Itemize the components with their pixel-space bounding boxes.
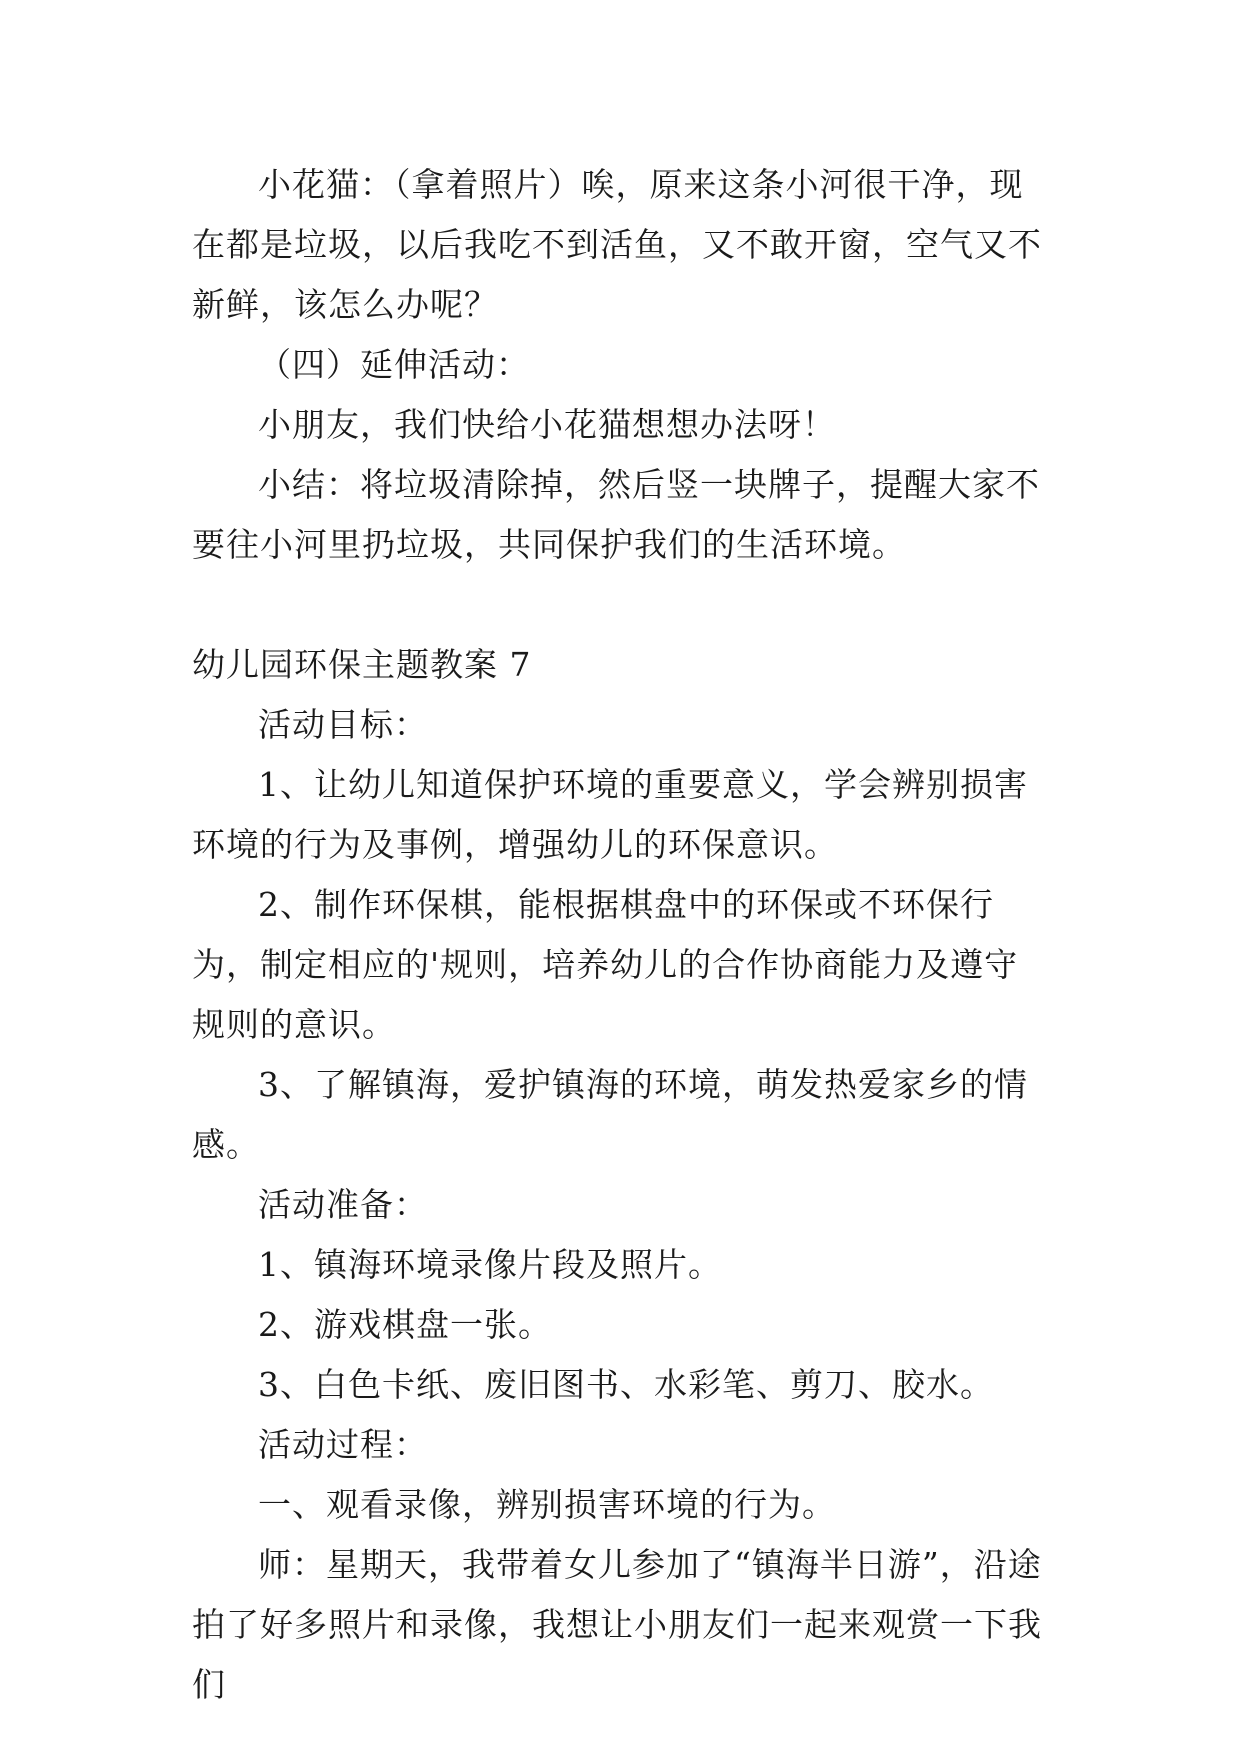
teacher-dialogue-paragraph: 师：星期天，我带着女儿参加了“镇海半日游”，沿途拍了好多照片和录像，我想让小朋友们一起来观赏一下我们 — [192, 1545, 1042, 1704]
preparation-item-1: 1、镇海环境录像片段及照片。 — [258, 1245, 722, 1284]
preparation-item-3: 3、白色卡纸、废旧图书、水彩笔、剪刀、胶水。 — [258, 1365, 994, 1404]
heading-activity-process: 活动过程： — [258, 1425, 428, 1464]
document-body — [192, 155, 1052, 1715]
body-paragraph: 小朋友，我们快给小花猫想想办法呀！ — [258, 405, 836, 444]
goal-item-1: 1、让幼儿知道保护环境的重要意义，学会辨别损害环境的行为及事例，增强幼儿的环保意识。 — [192, 765, 1028, 864]
summary-paragraph: 小结：将垃圾清除掉，然后竖一块牌子，提醒大家不要往小河里扔垃圾，共同保护我们的生活环境。 — [192, 465, 1040, 564]
heading-activity-goals: 活动目标： — [258, 705, 428, 744]
dialogue-paragraph: 小花猫：（拿着照片）唉，原来这条小河很干净，现在都是垃圾，以后我吃不到活鱼，又不敢开窗，空气又不新鲜，该怎么办呢？ — [192, 165, 1042, 324]
preparation-item-2: 2、游戏棋盘一张。 — [258, 1305, 552, 1344]
goal-item-2: 2、制作环保棋，能根据棋盘中的环保或不环保行为，制定相应的'规则，培养幼儿的合作协商能力及遵守规则的意识。 — [192, 885, 1019, 1044]
process-step-1-heading: 一、观看录像，辨别损害环境的行为。 — [258, 1485, 836, 1524]
section-gap — [192, 575, 1052, 635]
heading-activity-preparation: 活动准备： — [258, 1185, 428, 1224]
goal-item-3: 3、了解镇海，爱护镇海的环境，萌发热爱家乡的情感。 — [192, 1065, 1028, 1164]
lesson-plan-title: 幼儿园环保主题教案 7 — [192, 645, 532, 684]
section-heading-extension-activity: （四）延伸活动： — [258, 345, 530, 384]
